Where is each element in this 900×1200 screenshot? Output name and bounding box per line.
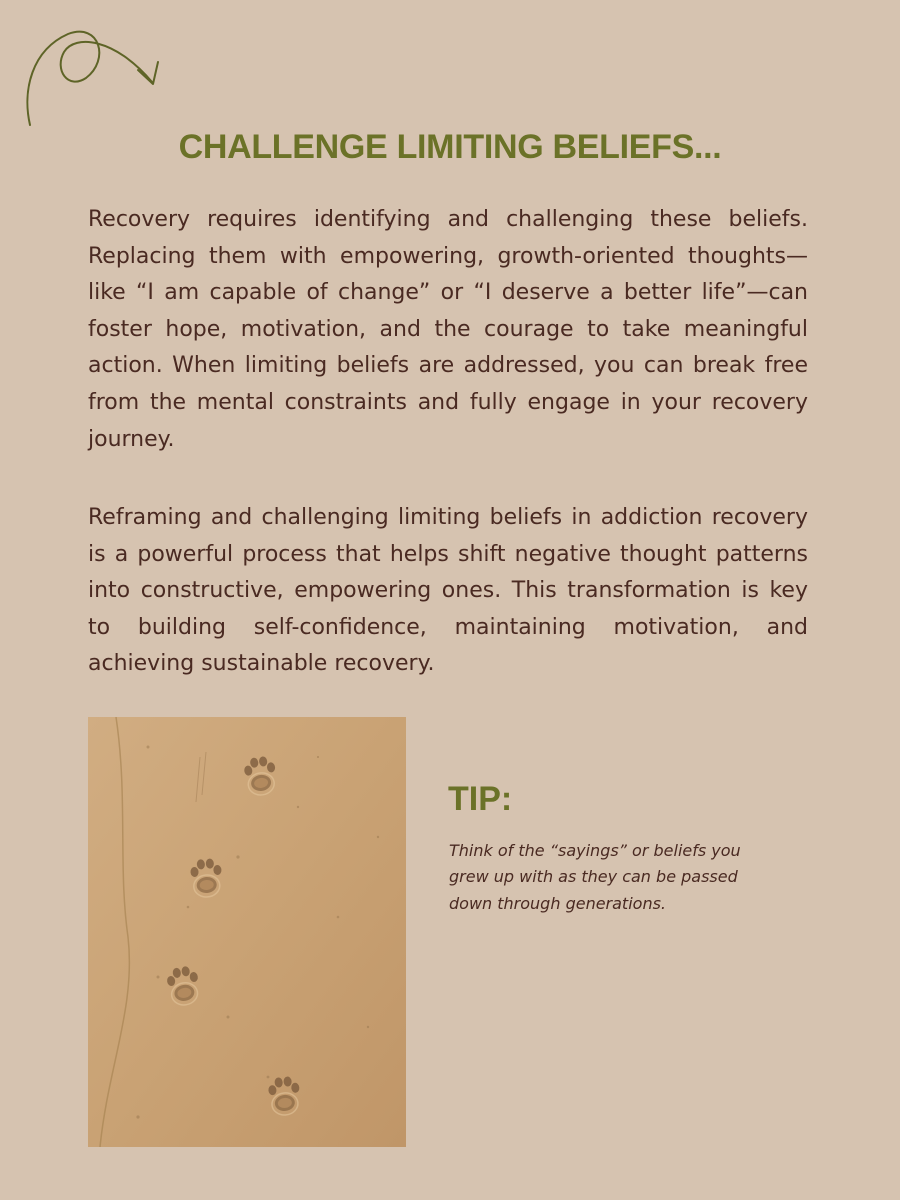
curved-arrow-icon (20, 20, 170, 130)
paragraph-recovery: Recovery requires identifying and challenging these beliefs. Replacing them with empowering, growth-oriented thoughts—like “I am capable of change” or “I deserve a better life”—can foster hope, motivation, and the courage to take meaningful action. When limiting beliefs are addressed, you can break free from the mental constraints and fully engage in your recovery journey. (88, 207, 808, 452)
tip-heading: TIP: (448, 780, 513, 818)
tip-text: Think of the “sayings” or beliefs you grew up with as they can be passed down through generations. (449, 841, 741, 913)
page-title: CHALLENGE LIMITING BELIEFS... (178, 128, 722, 166)
paw-prints-photo (88, 717, 406, 1147)
paragraph-reframing: Reframing and challenging limiting beliefs in addiction recovery is a powerful process that helps shift negative thought patterns into constructive, empowering ones. This transformation is key to building self-confidence, maintaining motivation, and achieving sustainable recovery. (88, 505, 808, 677)
